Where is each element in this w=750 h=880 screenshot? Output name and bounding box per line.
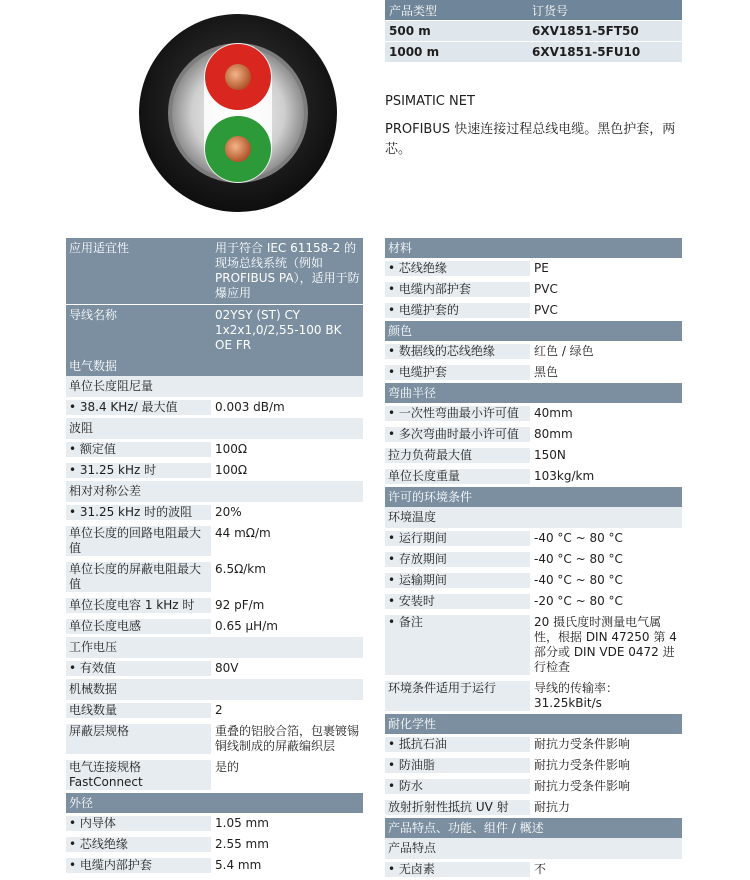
left-spec-table [66,238,363,876]
spec-value: 2.55 mm [215,837,269,851]
spec-value: 44 mΩ/m [215,526,271,540]
spec-row [66,834,363,855]
spec-value: 不 [534,862,547,876]
spec-value: 5.4 mm [215,858,262,872]
spec-label: • 电缆内部护套 [66,858,211,873]
order-number-cell: 6XV1851-5FU10 [532,45,641,59]
spec-value: -40 °C ~ 80 °C [534,573,623,587]
spec-row [66,757,363,793]
spec-row [385,279,682,300]
spec-value: 0.65 μH/m [215,619,278,633]
order-table-row [385,21,682,41]
spec-label: • 芯线绝缘 [66,837,211,852]
product-intro [385,92,695,160]
spec-row [66,439,363,460]
color-rows [385,341,682,383]
spec-value: 是的 [215,760,240,774]
spec-value: 用于符合 IEC 61158-2 的现场总线系统（例如 PROFIBUS PA），适用于防爆应用 [215,241,360,300]
spec-label: 环境条件适用于运行 [385,681,530,711]
spec-row [66,502,363,523]
spec-label: • 安装时 [385,594,530,609]
spec-value: 80V [215,661,239,675]
spec-label: 产品特点 [388,841,437,855]
spec-value: 黑色 [534,365,559,379]
spec-row [66,679,363,700]
spec-label: 应用适宜性 [69,241,130,255]
order-table [385,0,682,63]
application-row [66,238,363,304]
chemical-rows [385,734,682,818]
spec-value: 100Ω [215,463,248,477]
right-spec-table [385,238,682,880]
spec-row [385,838,682,859]
spec-value: 20% [215,505,242,519]
spec-value: 0.003 dB/m [215,400,285,414]
spec-label: • 一次性弯曲最小许可值 [385,406,530,421]
spec-row [385,424,682,445]
order-number-header: 订货号 [532,3,569,18]
bend-rows [385,403,682,487]
spec-row [66,397,363,418]
spec-row [385,528,682,549]
section-header-outer-diameter: 外径 [66,793,363,813]
spec-row [385,258,682,279]
spec-label: • 无卤素 [385,862,530,877]
spec-row [385,776,682,797]
spec-value: 2 [215,703,223,717]
spec-value: 6.5Ω/km [215,562,266,576]
feature-rows [385,838,682,880]
spec-value: -40 °C ~ 80 °C [534,552,623,566]
spec-label: • 31.25 kHz 时 [66,463,211,478]
spec-label: • 多次弯曲时最小许可值 [385,427,530,442]
spec-row [385,734,682,755]
spec-label: 单位长度的屏蔽电阻最大值 [66,562,211,592]
spec-label: 屏蔽层规格 [66,724,211,754]
spec-label: • 有效值 [66,661,211,676]
spec-label: • 防水 [385,779,530,794]
spec-row [385,797,682,818]
spec-row [385,549,682,570]
section-header-electrical: 电气数据 [66,356,363,376]
spec-row [66,460,363,481]
spec-label: 单位长度电感 [66,619,211,634]
spec-row [385,591,682,612]
spec-row [385,466,682,487]
spec-value: 导线的传输率：31.25kBit/s [534,681,619,710]
spec-label: 相对对称公差 [69,484,142,498]
spec-value: 重叠的铝胶合箔，包裹镀锡铜线制成的屏蔽编织层 [215,724,360,753]
spec-value: 100Ω [215,442,248,456]
spec-value: 1.05 mm [215,816,269,830]
spec-value: 红色 / 绿色 [534,344,594,358]
order-table-row [385,42,682,62]
product-type-cell: 1000 m [389,45,440,59]
spec-label: • 内导体 [66,816,211,831]
spec-value: PE [534,261,549,275]
outer-diameter-rows [66,813,363,876]
section-header-bend-radius: 弯曲半径 [385,383,682,403]
spec-label: 放射折射性抵抗 UV 射 [385,800,530,815]
spec-row [385,859,682,880]
spec-value: 40mm [534,406,573,420]
spec-label: 电线数量 [66,703,211,718]
spec-value: 耐抗力 [534,800,571,814]
spec-label: • 电缆护套 [385,365,530,380]
product-description: PROFIBUS 快速连接过程总线电缆。黑色护套，两芯。 [385,122,676,157]
spec-row [385,570,682,591]
section-header-environment: 许可的环境条件 [385,487,682,507]
section-header-features: 产品特点、功能、组件 / 概述 [385,818,682,838]
spec-label: 单位长度阻尼量 [69,379,154,393]
spec-value: PVC [534,303,558,317]
spec-label: 单位长度电容 1 kHz 时 [66,598,211,613]
spec-row [66,616,363,637]
product-type-cell: 500 m [389,24,431,38]
spec-row [385,362,682,383]
spec-label: 导线名称 [69,308,118,322]
spec-label: • 运输期间 [385,573,530,588]
spec-row [66,559,363,595]
spec-row [385,403,682,424]
spec-row [385,341,682,362]
spec-label: 环境温度 [388,510,437,524]
spec-value: 92 pF/m [215,598,265,612]
spec-value: 150N [534,448,566,462]
wire-name-row [66,305,363,356]
spec-row [66,418,363,439]
spec-label: 单位长度的回路电阻最大值 [66,526,211,556]
spec-row [66,700,363,721]
spec-label: 工作电压 [69,640,118,654]
product-type-header: 产品类型 [389,3,438,18]
spec-row [385,507,682,528]
spec-row [385,300,682,321]
order-table-header [385,0,682,20]
spec-row [66,721,363,757]
spec-label: • 运行期间 [385,531,530,546]
spec-label: • 备注 [385,615,530,675]
spec-row [66,637,363,658]
spec-label: • 电缆护套的 [385,303,530,318]
spec-row [66,481,363,502]
environment-rows [385,507,682,714]
spec-row [66,523,363,559]
spec-label: 拉力负荷最大值 [385,448,530,463]
spec-label: • 存放期间 [385,552,530,567]
cable-cross-section-image [138,13,338,213]
section-header-material: 材料 [385,238,682,258]
spec-row [385,678,682,714]
spec-value: PVC [534,282,558,296]
electrical-rows [66,376,363,793]
spec-row [385,612,682,678]
spec-value: -40 °C ~ 80 °C [534,531,623,545]
spec-label: • 数据线的芯线绝缘 [385,344,530,359]
spec-value: 耐抗力受条件影响 [534,758,631,772]
spec-row [385,445,682,466]
spec-value: 耐抗力受条件影响 [534,779,631,793]
spec-row [66,376,363,397]
spec-value: 20 摄氏度时测量电气属性，根据 DIN 47250 第 4 部分或 DIN VDE 0472 进行检查 [534,615,677,674]
material-rows [385,258,682,321]
spec-row [66,658,363,679]
spec-label: • 额定值 [66,442,211,457]
spec-label: • 防油脂 [385,758,530,773]
spec-label: 单位长度重量 [385,469,530,484]
spec-label: 机械数据 [69,682,118,696]
spec-label: 电气连接规格 FastConnect [66,760,211,790]
section-header-chemical-resistance: 耐化学性 [385,714,682,734]
spec-label: • 芯线绝缘 [385,261,530,276]
spec-value: 耐抗力受条件影响 [534,737,631,751]
spec-label: • 31.25 kHz 时的波阻 [66,505,211,520]
spec-row [66,855,363,876]
spec-label: • 38.4 KHz/ 最大值 [66,400,211,415]
order-number-cell: 6XV1851-5FT50 [532,24,639,38]
spec-value: -20 °C ~ 80 °C [534,594,623,608]
spec-value: 02YSY (ST) CY 1x2x1,0/2,55-100 BK OE FR [215,308,342,352]
spec-label: • 电缆内部护套 [385,282,530,297]
spec-row [66,595,363,616]
spec-label: • 抵抗石油 [385,737,530,752]
product-brand: PSIMATIC NET [385,94,475,109]
spec-value: 80mm [534,427,573,441]
section-header-color: 颜色 [385,321,682,341]
spec-row [385,755,682,776]
spec-value: 103kg/km [534,469,595,483]
spec-label: 波阻 [69,421,94,435]
spec-row [66,813,363,834]
